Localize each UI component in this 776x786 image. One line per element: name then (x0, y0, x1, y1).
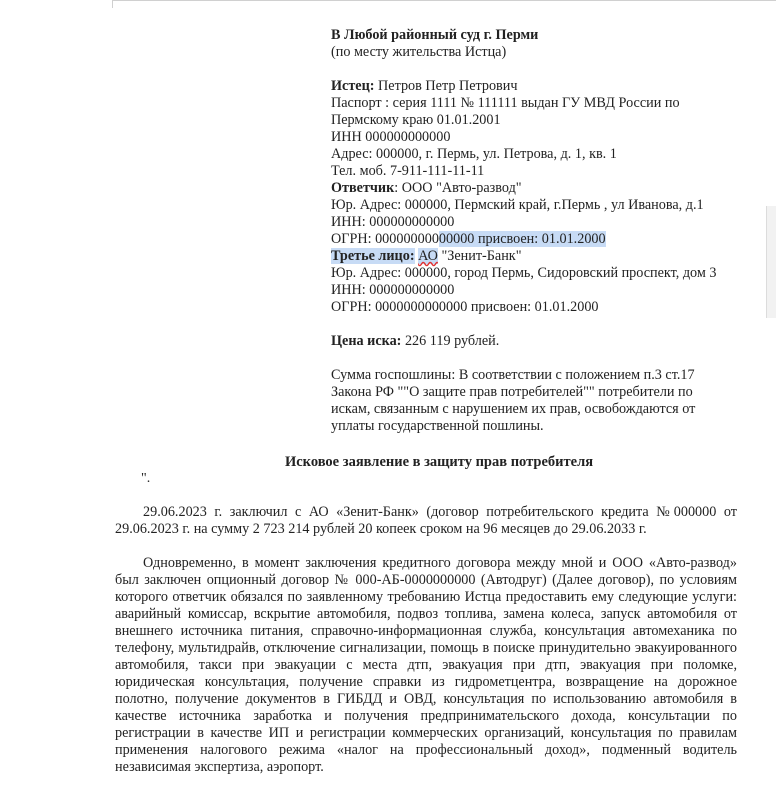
fee-line-2: Закона РФ ""О защите прав потребителей"" потребители по (331, 384, 693, 400)
defendant-ogrn-plain: ОГРН: 000000000 (331, 231, 439, 247)
paragraph-option-agreement: Одновременно, в момент заключения кредитного договора между мной и ООО «Авто-развод» был заключен опционный договор № 000-АБ-0000000000 (Автодруг) (Далее договор), по условиям которого ответчик обязался по заявленному требованию Истца предоставить ему следующие услуги: аварийный комиссар, вскрытие автомобиля, подвоз топлива, замена колеса, запуск автомобиля от внешнего источника питания, справочно-информационная служба, консультация автомеханика по телефону, мультидрайв, отключение сигнализации, помощь в поиске принудительно эвакуированного автомобиля, такси при эвакуации с места дтп, эвакуация при дтп, эвакуация при поломке, юридическая консультация, получение справки из гидрометцентра, возвращение на дорожное полотно, получение документов в ГИБДД и ОВД, консультация по использованию автомобиля в качестве источника заработка и получения предпринимательского дохода, консультации по регистрации в качестве ИП и регистрации коммерческих организаций, консультация по правилам применения налогового режима «налог на профессиональный доход», подменный водитель независимая экспертиза, аэропорт. (115, 555, 737, 775)
plaintiff-label: Истец: (331, 78, 375, 94)
claim-label: Цена иска: (331, 333, 402, 349)
page-edge-left (112, 0, 113, 8)
defendant-label: Ответчик (331, 180, 395, 196)
jurisdiction-note: (по месту жительства Истца) (331, 44, 507, 60)
document-header (331, 27, 751, 435)
third-party-line[interactable] (331, 248, 751, 265)
plaintiff-passport-2: Пермскому краю 01.01.2001 (331, 112, 501, 128)
fee-line-3: искам, связанным с нарушением их прав, освобождаются от (331, 401, 696, 417)
text-selection[interactable]: 00000 присвоен: 01.01.2000 (438, 231, 606, 247)
claim-value: 226 119 рублей. (401, 333, 500, 349)
third-party-prefix[interactable]: АО (418, 248, 438, 264)
third-party-label[interactable]: Третье лицо: (331, 248, 415, 264)
document-title: Исковое заявление в защиту прав потребителя (284, 454, 594, 470)
stray-quote: ". (141, 471, 151, 486)
page-edge (112, 0, 776, 1)
plaintiff-line (331, 78, 751, 95)
fee-line-4: уплаты государственной пошлины. (331, 418, 544, 434)
scrollbar-thumb[interactable] (766, 206, 776, 318)
plaintiff-passport-1: Паспорт : серия 1111 № 111111 выдан ГУ МВД России по (331, 95, 680, 111)
spacer (331, 61, 751, 78)
plaintiff-inn: ИНН 000000000000 (331, 129, 451, 145)
plaintiff-phone: Тел. моб. 7-911-111-11-11 (331, 163, 485, 179)
plaintiff-name: Петров Петр Петрович (378, 78, 518, 94)
defendant-line (331, 180, 751, 197)
defendant-address: Юр. Адрес: 000000, Пермский край, г.Пермь , ул Иванова, д.1 (331, 197, 704, 213)
defendant-name: : ООО "Авто-развод" (394, 180, 522, 196)
spacer (331, 316, 751, 333)
fee-line-1: Сумма госпошлины: В соответствии с положением п.3 ст.17 (331, 367, 695, 383)
paragraph-contract: 29.06.2023 г. заключил с АО «Зенит-Банк» (договор потребительского кредита №000000 от 29.06.2023 г. на сумму 2 723 214 рублей 20 копеек сроком на 96 месяцев до 29.06.2033 г. (115, 504, 737, 537)
third-party-address: Юр. Адрес: 000000, город Пермь, Сидоровский проспект, дом 3 (331, 265, 717, 281)
spacer (331, 350, 751, 367)
third-party-name: "Зенит-Банк" (437, 248, 522, 264)
third-party-ogrn: ОГРН: 0000000000000 присвоен: 01.01.2000 (331, 299, 599, 315)
defendant-inn: ИНН: 000000000000 (331, 214, 455, 230)
defendant-ogrn[interactable] (331, 231, 751, 248)
third-party-inn: ИНН: 000000000000 (331, 282, 455, 298)
court-name: В Любой районный суд г. Перми (331, 27, 539, 43)
plaintiff-address: Адрес: 000000, г. Пермь, ул. Петрова, д. 1, кв. 1 (331, 146, 617, 162)
claim-line (331, 333, 751, 350)
